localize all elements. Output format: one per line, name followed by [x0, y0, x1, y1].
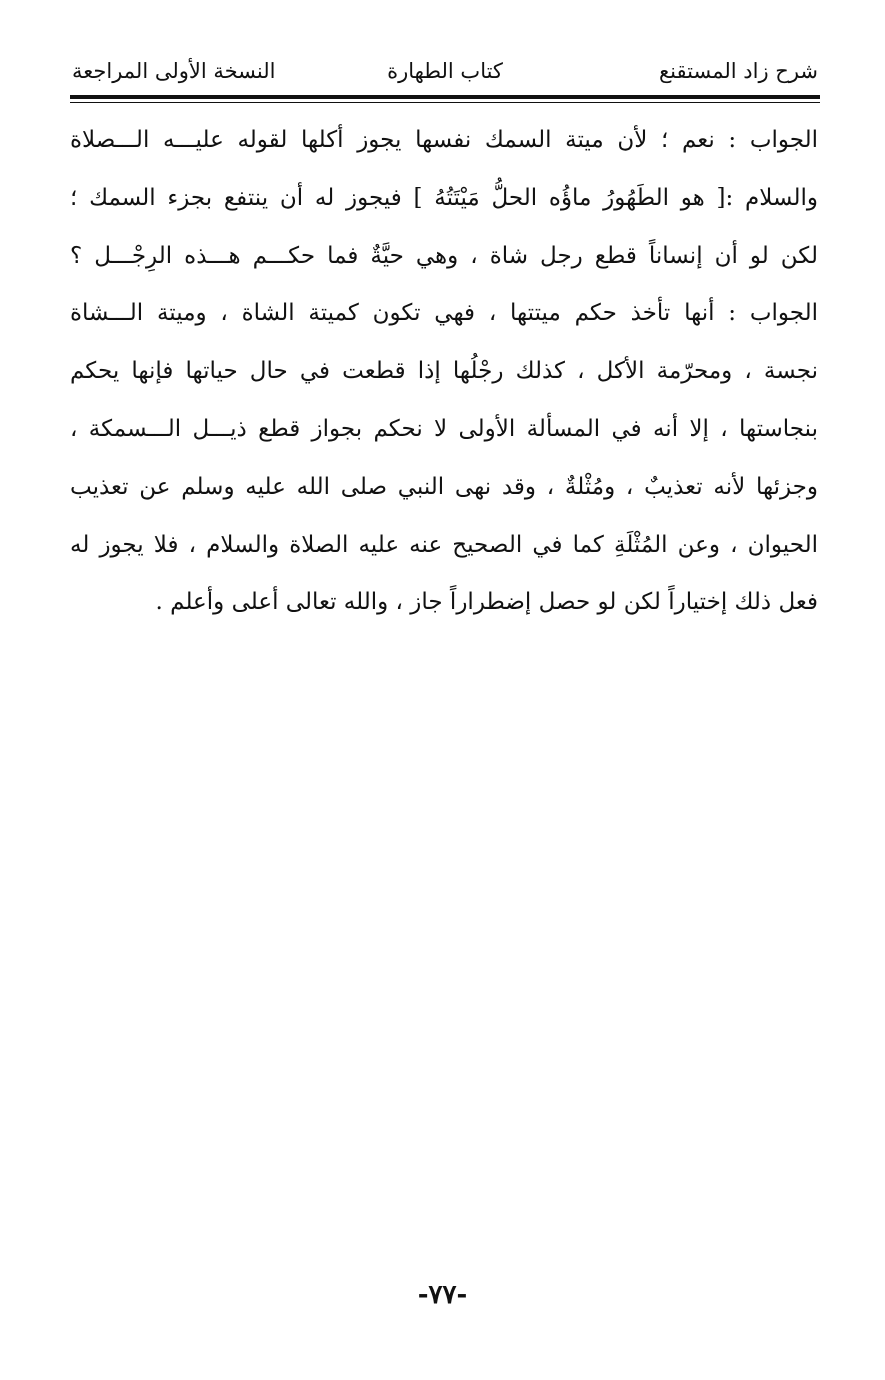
body-text: [70, 112, 818, 632]
header-rule-thin: [70, 102, 820, 103]
chapter-title: كتاب الطهارة: [387, 59, 503, 83]
edition-label: النسخة الأولى المراجعة: [72, 59, 276, 83]
text-line: والسلام :[ هو الطَهُورُ ماؤُه الحلُّ مَيْتَتُهُ ] فيجوز له أن ينتفع بجزء السمك ؛: [70, 184, 818, 211]
running-header: [70, 50, 820, 94]
text-line: نجسة ، ومحرّمة الأكل ، كذلك رجْلُها إذا قطعت في حال حياتها فإنها يحكم: [70, 358, 818, 385]
text-line: لكن لو أن إنساناً قطع رجل شاة ، وهي حيَّةٌ فما حكـــم هـــذه الرِجْـــل ؟: [70, 242, 818, 269]
text-line: فعل ذلك إختياراً لكن لو حصل إضطراراً جاز ، والله تعالى أعلى وأعلم .: [155, 589, 818, 616]
text-line: بنجاستها ، إلا أنه في المسألة الأولى لا نحكم بجواز قطع ذيـــل الـــسمكة ،: [70, 415, 818, 442]
text-line: الحيوان ، وعن المُثْلَةِ كما في الصحيح عنه عليه الصلاة والسلام ، فلا يجوز له: [70, 531, 818, 558]
text-line: الجواب : نعم ؛ لأن ميتة السمك نفسها يجوز أكلها لقوله عليـــه الـــصلاة: [70, 127, 818, 153]
header-rule-thick: [70, 95, 820, 99]
page-number: -٧٧-: [417, 1280, 468, 1310]
text-line: الجواب : أنها تأخذ حكم ميتتها ، فهي تكون كميتة الشاة ، وميتة الـــشاة: [70, 300, 818, 327]
book-title: شرح زاد المستقنع: [659, 59, 818, 83]
text-line: وجزئها لأنه تعذيبٌ ، ومُثْلةٌ ، وقد نهى النبي صلى الله عليه وسلم عن تعذيب: [70, 473, 818, 500]
